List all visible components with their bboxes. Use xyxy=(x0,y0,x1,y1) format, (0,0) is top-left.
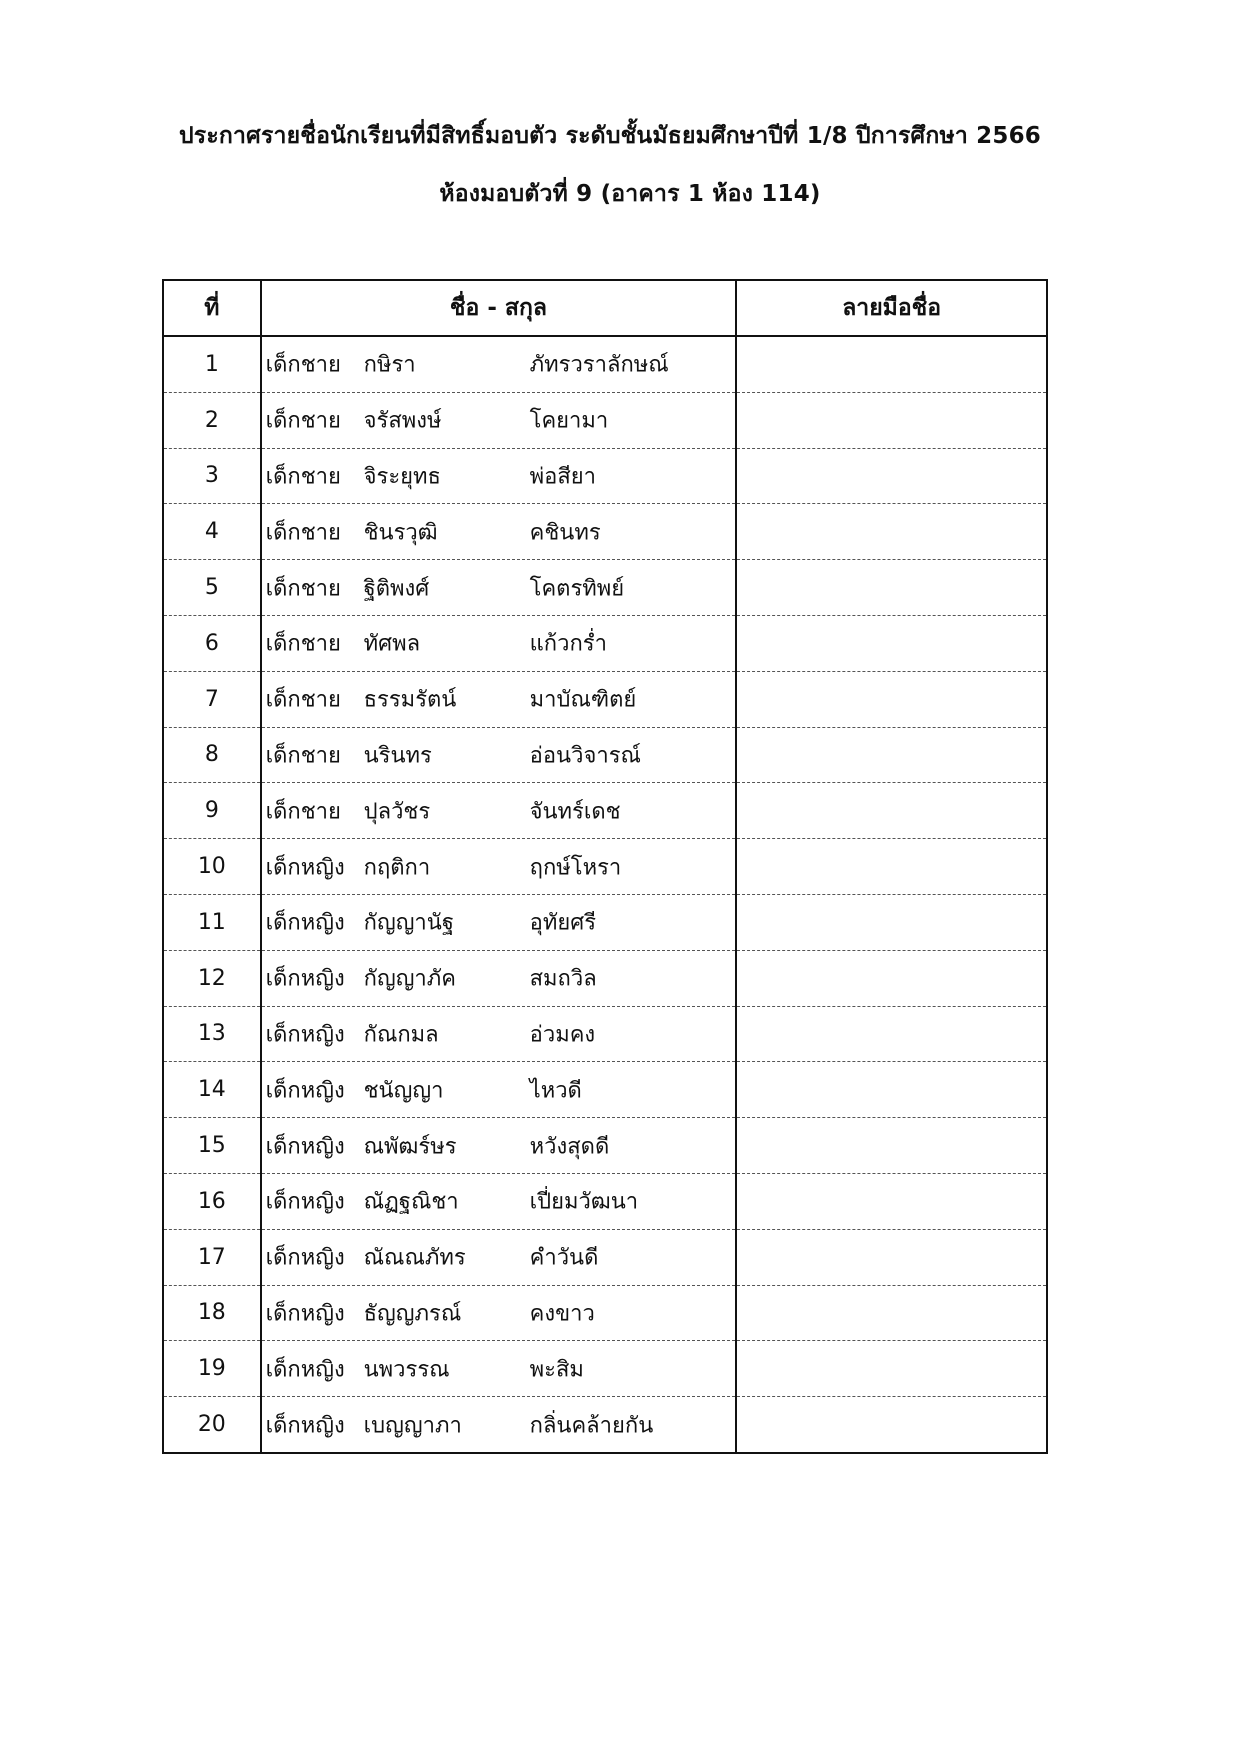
first-name: ณพัฒร์ษร xyxy=(363,1134,457,1160)
first-name: นพวรรณ xyxy=(363,1357,450,1383)
last-name: หวังสุดดี xyxy=(529,1134,610,1160)
table-row xyxy=(163,1173,1047,1229)
student-name-cell xyxy=(261,448,737,504)
last-name: คงขาว xyxy=(529,1301,595,1327)
table-row xyxy=(163,1341,1047,1397)
document-title: ประกาศรายชื่อนักเรียนที่มีสิทธิ์มอบตัว ระดับชั้นมัธยมศึกษาปีที่ 1/8 ปีการศึกษา 2566 xyxy=(179,123,1041,149)
student-name-cell xyxy=(261,839,737,895)
name-prefix: เด็กชาย xyxy=(265,687,341,713)
student-name-cell xyxy=(261,336,737,392)
table-row xyxy=(163,615,1047,671)
table-body xyxy=(163,336,1047,1453)
first-name: นรินทร xyxy=(363,743,432,769)
signature-cell xyxy=(736,504,1047,560)
student-name-cell xyxy=(261,1173,737,1229)
table-row xyxy=(163,504,1047,560)
first-name: กัญญานัฐ xyxy=(363,910,454,936)
first-name: กฤติกา xyxy=(363,855,431,881)
signature-cell xyxy=(736,671,1047,727)
first-name: ปุลวัชร xyxy=(363,799,431,825)
table-row xyxy=(163,839,1047,895)
name-prefix: เด็กหญิง xyxy=(265,1078,345,1104)
table-row xyxy=(163,392,1047,448)
first-name: ทัศพล xyxy=(363,631,421,657)
signature-cell xyxy=(736,392,1047,448)
signature-cell xyxy=(736,894,1047,950)
last-name: แก้วกร่ำ xyxy=(529,631,607,657)
first-name: ธรรมรัตน์ xyxy=(363,687,457,713)
row-number: 8 xyxy=(163,727,261,783)
student-name-cell xyxy=(261,392,737,448)
row-number: 1 xyxy=(163,336,261,392)
row-number: 11 xyxy=(163,894,261,950)
name-prefix: เด็กชาย xyxy=(265,799,341,825)
first-name: เบญญาภา xyxy=(363,1413,462,1439)
student-name-cell xyxy=(261,1006,737,1062)
first-name: กัณกมล xyxy=(363,1022,439,1048)
last-name: ฤกษ์โหรา xyxy=(529,855,622,881)
last-name: ไหวดี xyxy=(529,1078,582,1104)
signature-cell xyxy=(736,783,1047,839)
student-name-cell xyxy=(261,615,737,671)
table-row xyxy=(163,894,1047,950)
row-number: 2 xyxy=(163,392,261,448)
signature-cell xyxy=(736,1397,1047,1453)
row-number: 20 xyxy=(163,1397,261,1453)
table-row xyxy=(163,1062,1047,1118)
student-name-cell xyxy=(261,727,737,783)
table-row xyxy=(163,783,1047,839)
first-name: ณัณณภัทร xyxy=(363,1245,466,1271)
last-name: พะสิม xyxy=(529,1357,584,1383)
name-prefix: เด็กชาย xyxy=(265,408,341,434)
row-number: 7 xyxy=(163,671,261,727)
student-name-cell xyxy=(261,1285,737,1341)
signature-cell xyxy=(736,727,1047,783)
first-name: ฐิติพงศ์ xyxy=(363,576,430,602)
student-name-cell xyxy=(261,1341,737,1397)
last-name: โคยามา xyxy=(529,408,609,434)
header-full-name: ชื่อ - สกุล xyxy=(261,280,737,336)
signature-cell xyxy=(736,1173,1047,1229)
row-number: 15 xyxy=(163,1118,261,1174)
signature-cell xyxy=(736,839,1047,895)
last-name: จันทร์เดช xyxy=(529,799,621,825)
student-name-cell xyxy=(261,504,737,560)
first-name: ณัฏฐณิชา xyxy=(363,1189,459,1215)
student-name-cell xyxy=(261,671,737,727)
student-name-cell xyxy=(261,1118,737,1174)
table-header-row xyxy=(163,280,1047,336)
last-name: อุทัยศรี xyxy=(529,910,597,936)
student-name-cell xyxy=(261,1229,737,1285)
table-row xyxy=(163,950,1047,1006)
last-name: อ่อนวิจารณ์ xyxy=(529,743,641,769)
signature-cell xyxy=(736,560,1047,616)
row-number: 12 xyxy=(163,950,261,1006)
student-name-cell xyxy=(261,894,737,950)
row-number: 17 xyxy=(163,1229,261,1285)
name-prefix: เด็กหญิง xyxy=(265,910,345,936)
name-prefix: เด็กชาย xyxy=(265,520,341,546)
student-name-cell xyxy=(261,1397,737,1453)
last-name: ภัทรวราลักษณ์ xyxy=(529,352,669,378)
name-prefix: เด็กหญิง xyxy=(265,1245,345,1271)
row-number: 14 xyxy=(163,1062,261,1118)
last-name: เปี่ยมวัฒนา xyxy=(529,1189,639,1215)
first-name: กัญญาภัค xyxy=(363,966,457,992)
signature-cell xyxy=(736,336,1047,392)
name-prefix: เด็กชาย xyxy=(265,464,341,490)
last-name: กลิ่นคล้ายกัน xyxy=(529,1413,654,1439)
first-name: ธัญญภรณ์ xyxy=(363,1301,462,1327)
row-number: 5 xyxy=(163,560,261,616)
last-name: คำวันดี xyxy=(529,1245,599,1271)
name-prefix: เด็กชาย xyxy=(265,631,341,657)
name-prefix: เด็กชาย xyxy=(265,352,341,378)
last-name: สมถวิล xyxy=(529,966,597,992)
first-name: จรัสพงษ์ xyxy=(363,408,442,434)
name-prefix: เด็กชาย xyxy=(265,576,341,602)
name-prefix: เด็กหญิง xyxy=(265,966,345,992)
student-roster-table xyxy=(162,279,1048,1454)
name-prefix: เด็กหญิง xyxy=(265,1022,345,1048)
last-name: โคตรทิพย์ xyxy=(529,576,625,602)
last-name: คชินทร xyxy=(529,520,601,546)
student-name-cell xyxy=(261,1062,737,1118)
first-name: จิระยุทธ xyxy=(363,464,441,490)
header-number: ที่ xyxy=(163,280,261,336)
signature-cell xyxy=(736,1118,1047,1174)
last-name: พ่อสียา xyxy=(529,464,597,490)
name-prefix: เด็กหญิง xyxy=(265,1301,345,1327)
row-number: 19 xyxy=(163,1341,261,1397)
row-number: 6 xyxy=(163,615,261,671)
table-row xyxy=(163,1285,1047,1341)
name-prefix: เด็กหญิง xyxy=(265,1189,345,1215)
table-row xyxy=(163,448,1047,504)
row-number: 18 xyxy=(163,1285,261,1341)
row-number: 16 xyxy=(163,1173,261,1229)
header-signature: ลายมือชื่อ xyxy=(736,280,1047,336)
name-prefix: เด็กหญิง xyxy=(265,855,345,881)
row-number: 4 xyxy=(163,504,261,560)
signature-cell xyxy=(736,1285,1047,1341)
first-name: ชินรวุฒิ xyxy=(363,520,438,546)
signature-cell xyxy=(736,1229,1047,1285)
row-number: 10 xyxy=(163,839,261,895)
signature-cell xyxy=(736,1341,1047,1397)
name-prefix: เด็กหญิง xyxy=(265,1413,345,1439)
signature-cell xyxy=(736,950,1047,1006)
first-name: ชนัญญา xyxy=(363,1078,444,1104)
signature-cell xyxy=(736,1006,1047,1062)
table-row xyxy=(163,560,1047,616)
table-row xyxy=(163,1397,1047,1453)
table-row xyxy=(163,1006,1047,1062)
document-subtitle: ห้องมอบตัวที่ 9 (อาคาร 1 ห้อง 114) xyxy=(439,181,821,207)
table-row xyxy=(163,671,1047,727)
table-row xyxy=(163,727,1047,783)
table-row xyxy=(163,1118,1047,1174)
name-prefix: เด็กหญิง xyxy=(265,1357,345,1383)
name-prefix: เด็กชาย xyxy=(265,743,341,769)
signature-cell xyxy=(736,1062,1047,1118)
name-prefix: เด็กหญิง xyxy=(265,1134,345,1160)
signature-cell xyxy=(736,448,1047,504)
last-name: อ่วมคง xyxy=(529,1022,596,1048)
last-name: มาบัณฑิตย์ xyxy=(529,687,637,713)
table-row xyxy=(163,1229,1047,1285)
row-number: 3 xyxy=(163,448,261,504)
signature-cell xyxy=(736,615,1047,671)
student-name-cell xyxy=(261,560,737,616)
student-name-cell xyxy=(261,950,737,1006)
first-name: กษิรา xyxy=(363,352,416,378)
table-row xyxy=(163,336,1047,392)
student-name-cell xyxy=(261,783,737,839)
row-number: 9 xyxy=(163,783,261,839)
row-number: 13 xyxy=(163,1006,261,1062)
